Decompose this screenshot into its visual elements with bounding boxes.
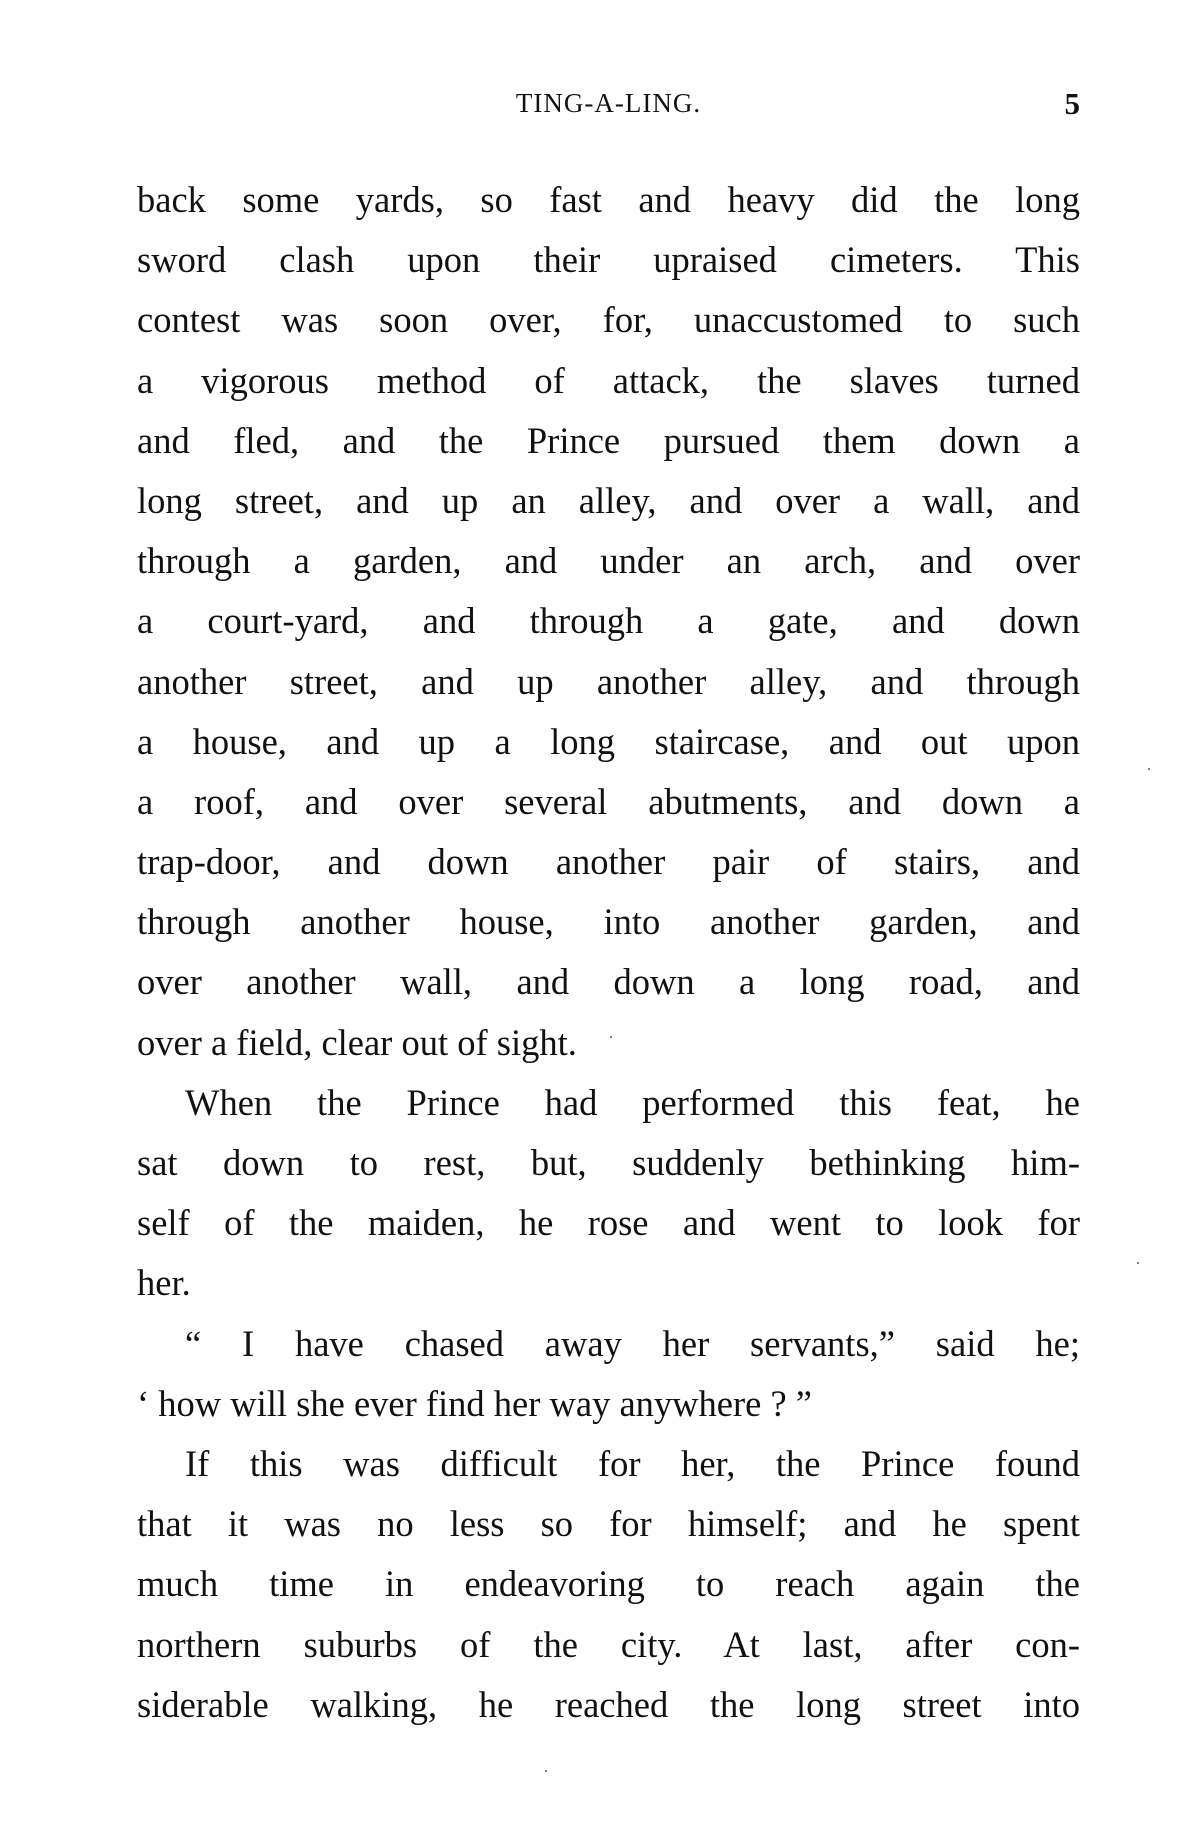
text-line: a house, and up a long staircase, and out upon	[137, 720, 1080, 762]
text-line: over another wall, and down a long road, and	[137, 961, 1080, 1003]
text-line: a court-yard, and through a gate, and down	[137, 600, 1080, 642]
text-line: through a garden, and under an arch, and over	[137, 540, 1080, 582]
text-line: that it was no less so for himself; and he spent	[137, 1503, 1080, 1545]
text-line: siderable walking, he reached the long street into	[137, 1683, 1080, 1725]
text-line: long street, and up an alley, and over a wall, and	[137, 479, 1080, 521]
text-line: her.	[137, 1262, 191, 1304]
text-line: and fled, and the Prince pursued them down a	[137, 419, 1080, 461]
text-line: northern suburbs of the city. At last, after con-	[137, 1623, 1080, 1665]
text-line: sword clash upon their upraised cimeters. This	[137, 239, 1080, 281]
body-text	[137, 170, 1080, 1735]
text-line: trap-door, and down another pair of stairs, and	[137, 841, 1080, 883]
text-line: self of the maiden, he rose and went to look for	[137, 1202, 1080, 1244]
text-line: If this was difficult for her, the Prince found	[185, 1442, 1080, 1484]
text-line: contest was soon over, for, unaccustomed to such	[137, 299, 1080, 341]
text-line: much time in endeavoring to reach again the	[137, 1563, 1080, 1605]
scan-speck	[1148, 768, 1150, 770]
scan-speck	[1137, 1262, 1139, 1264]
page-header	[137, 88, 1080, 128]
text-line: another street, and up another alley, and through	[137, 660, 1080, 702]
text-line: a vigorous method of attack, the slaves turned	[137, 359, 1080, 401]
text-line: “ I have chased away her servants,” said he;	[185, 1322, 1080, 1364]
text-line: through another house, into another garden, and	[137, 901, 1080, 943]
page-number: 5	[1064, 86, 1080, 121]
text-line: sat down to rest, but, suddenly bethinking him-	[137, 1142, 1080, 1183]
scan-speck	[545, 1770, 547, 1772]
text-line: a roof, and over several abutments, and down a	[137, 780, 1080, 822]
scan-speck	[610, 1036, 612, 1038]
text-line: When the Prince had performed this feat, he	[185, 1081, 1080, 1123]
text-line: back some yards, so fast and heavy did the long	[137, 179, 1080, 220]
text-line: over a field, clear out of sight.	[137, 1021, 577, 1063]
text-line: ‘ how will she ever find her way anywhere ? ”	[137, 1382, 812, 1424]
running-title: TING-A-LING.	[515, 88, 702, 118]
